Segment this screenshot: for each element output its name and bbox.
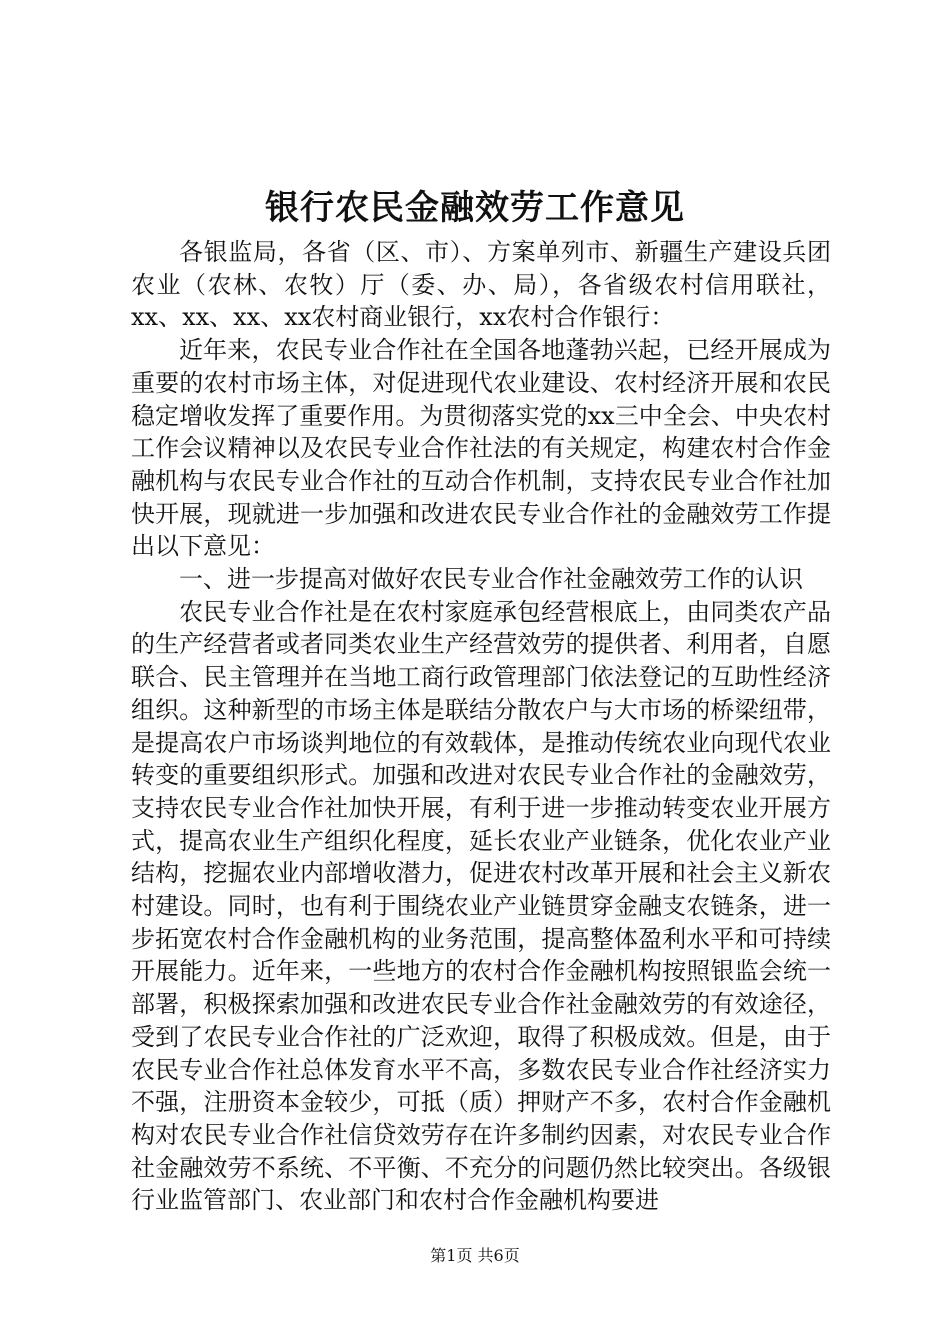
section-heading-1: 一、进一步提高对做好农民专业合作社金融效劳工作的认识 [179,565,803,594]
paragraph-salutation: 各银监局，各省（区、市）、方案单列市、新疆生产建设兵团农业（农林、农牧）厅（委、办、局），各省级农村信用联社，xx、xx、xx、xx农村商业银行，xx农村合作银行： [131,238,831,332]
page-number: 第1页 共6页 [430,1246,520,1265]
document-body [131,236,831,1217]
document-title: 银行农民金融效劳工作意见 [265,188,685,228]
paragraph-section-1: 农民专业合作社是在农村家庭承包经营根底上，由同类农产品的生产经营者或者同类农业生产经营效劳的提供者、利用者，自愿联合、民主管理并在当地工商行政管理部门依法登记的互助性经济组织。这种新型的市场主体是联结分散农户与大市场的桥梁纽带，是提高农户市场谈判地位的有效载体，是推动传统农业向现代农业转变的重要组织形式。加强和改进对农民专业合作社的金融效劳，支持农民专业合作社加快开展，有利于进一步推动转变农业开展方式，提高农业生产组织化程度，延长农业产业链条，优化农业产业结构，挖掘农业内部增收潜力，促进农村改革开展和社会主义新农村建设。同时，也有利于围绕农业产业链贯穿金融支农链条，进一步拓宽农村合作金融机构的业务范围，提高整体盈利水平和可持续开展能力。近年来，一些地方的农村合作金融机构按照银监会统一部署，积极探索加强和改进农民专业合作社金融效劳的有效途径，受到了农民专业合作社的广泛欢迎，取得了积极成效。但是，由于农民专业合作社总体发育水平不高，多数农民专业合作社经济实力不强，注册资本金较少，可抵（质）押财产不多，农村合作金融机构对农民专业合作社信贷效劳存在许多制约因素，对农民专业合作社金融效劳不系统、不平衡、不充分的问题仍然比较突出。各级银行业监管部门、农业部门和农村合作金融机构要进 [131,597,831,1215]
paragraph-intro: 近年来，农民专业合作社在全国各地蓬勃兴起，已经开展成为重要的农村市场主体，对促进现代农业建设、农村经济开展和农民稳定增收发挥了重要作用。为贯彻落实党的xx三中全会、中央农村工作会议精神以及农民专业合作社法的有关规定，构建农村合作金融机构与农民专业合作社的互动合作机制，支持农民专业合作社加快开展，现就进一步加强和改进农民专业合作社的金融效劳工作提出以下意见： [131,336,831,561]
